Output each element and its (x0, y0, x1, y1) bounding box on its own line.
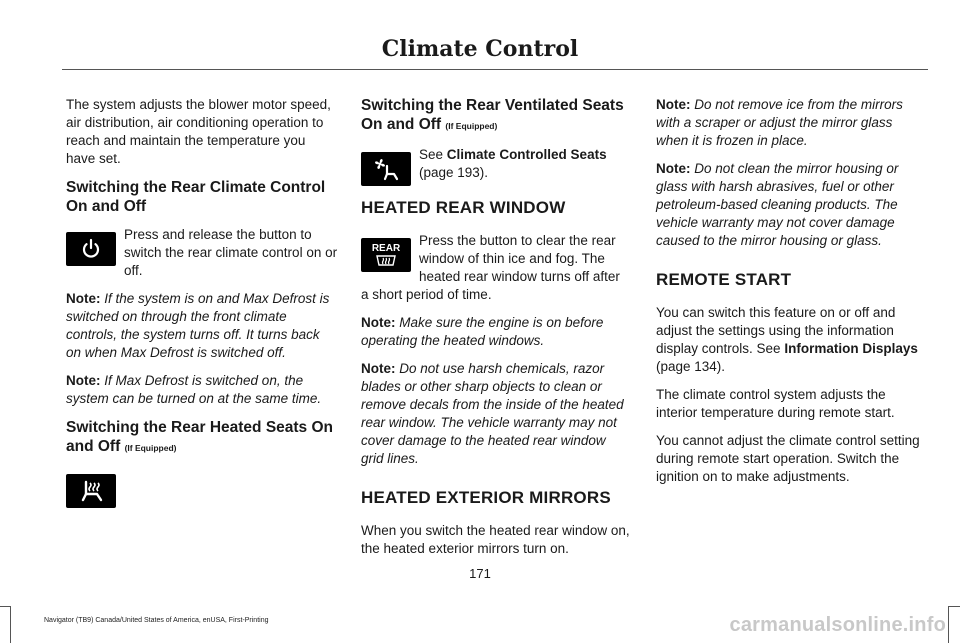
note-engine-on (361, 314, 631, 350)
note-text: Make sure the engine is on before operating the heated windows. (361, 315, 604, 348)
note-label: Note: (361, 315, 396, 330)
power-instruction (66, 226, 338, 280)
intro-paragraph: The system adjusts the blower motor speed, air distribution, air conditioning operation to reach and maintain the temperature you have set. (66, 97, 331, 166)
power-instruction-text: Press and release the button to switch the rear climate control on or off. (124, 227, 338, 278)
page-reference: (page 193). (419, 165, 489, 180)
remote-start-text: You can switch this feature on or off and adjust the settings using the information display controls. See (656, 305, 896, 356)
rear-window-instruction (361, 232, 631, 304)
column-1 (66, 96, 338, 508)
heading-remote-start: REMOTE START (656, 270, 792, 289)
note-text: If Max Defrost is switched on, the system can be turned on at the same time. (66, 373, 322, 406)
page-reference: (page 134). (656, 359, 726, 374)
crop-mark-left-h (0, 606, 11, 607)
see-label: See (419, 147, 444, 162)
heading-heated-mirrors: HEATED EXTERIOR MIRRORS (361, 488, 611, 507)
note-label: Note: (361, 361, 396, 376)
crop-mark-left (10, 606, 11, 643)
remote-start-adjust-paragraph: You cannot adjust the climate control setting during remote start operation. Switch the ignition on to make adjustments. (656, 433, 920, 484)
note-harsh-chemicals (361, 360, 631, 468)
heading-heated-rear-window: HEATED REAR WINDOW (361, 198, 566, 217)
if-equipped-tag: (If Equipped) (445, 121, 498, 131)
note-label: Note: (66, 291, 101, 306)
note-label: Note: (656, 97, 691, 112)
heading-ventilated-seats-text: Switching the Rear Ventilated Seats On and Off (361, 97, 624, 133)
column-2 (361, 96, 631, 568)
note-label: Note: (66, 373, 101, 388)
if-equipped-tag: (If Equipped) (124, 443, 177, 453)
heading-heated-seats-text: Switching the Rear Heated Seats On and Off (66, 419, 334, 455)
rear-window-text: Press the button to clear the rear window of thin ice and fog. The heated rear window turns off after a short period of time. (361, 233, 620, 302)
print-info: Navigator (TB9) Canada/United States of America, enUSA, First-Printing (44, 617, 269, 624)
mirrors-paragraph: When you switch the heated rear window on, the heated exterior mirrors turn on. (361, 523, 630, 556)
note-max-defrost-on (66, 372, 338, 408)
heated-seat-icon (66, 474, 116, 508)
crop-mark-right (948, 606, 949, 643)
heading-heated-seats (66, 418, 338, 458)
ventilated-seat-icon (361, 152, 411, 186)
heading-switch-rear-climate: Switching the Rear Climate Control On and Off (66, 179, 326, 215)
note-ice-scraper (656, 96, 928, 150)
page-number: 171 (469, 566, 491, 581)
note-text: Do not remove ice from the mirrors with a scraper or adjust the mirror glass when it is frozen in place. (656, 97, 903, 148)
remote-start-climate-paragraph: The climate control system adjusts the interior temperature during remote start. (656, 387, 895, 420)
rear-defrost-icon (361, 238, 411, 272)
power-icon (66, 232, 116, 266)
header-divider (62, 69, 928, 70)
rear-icon-label: REAR (371, 243, 401, 254)
crop-mark-right-h (948, 606, 960, 607)
remote-start-paragraph (656, 304, 928, 376)
heading-ventilated-seats (361, 96, 631, 136)
column-3 (656, 96, 928, 496)
information-displays-link[interactable]: Information Displays (784, 341, 918, 356)
note-text: Do not use harsh chemicals, razor blades or other sharp objects to clean or remove decals from the inside of the heated rear window. The vehicle warranty may not cover damage to the heated rear window grid lines. (361, 361, 624, 466)
note-max-defrost (66, 290, 338, 362)
note-text: Do not clean the mirror housing or glass with harsh abrasives, fuel or other petroleum-based cleaning products. The vehicle warranty may not cover damage caused to the mirror housing or glass. (656, 161, 899, 248)
page-title: Climate Control (381, 36, 579, 62)
ventilated-seat-instruction (361, 146, 631, 188)
note-label: Note: (656, 161, 691, 176)
see-reference-link[interactable]: Climate Controlled Seats (446, 147, 607, 162)
note-text: If the system is on and Max Defrost is switched on through the front climate controls, the system turns off. It turns back on when Max Defrost is switched off. (66, 291, 330, 360)
watermark: carmanualsonline.info (729, 614, 946, 636)
note-mirror-cleaning (656, 160, 928, 250)
